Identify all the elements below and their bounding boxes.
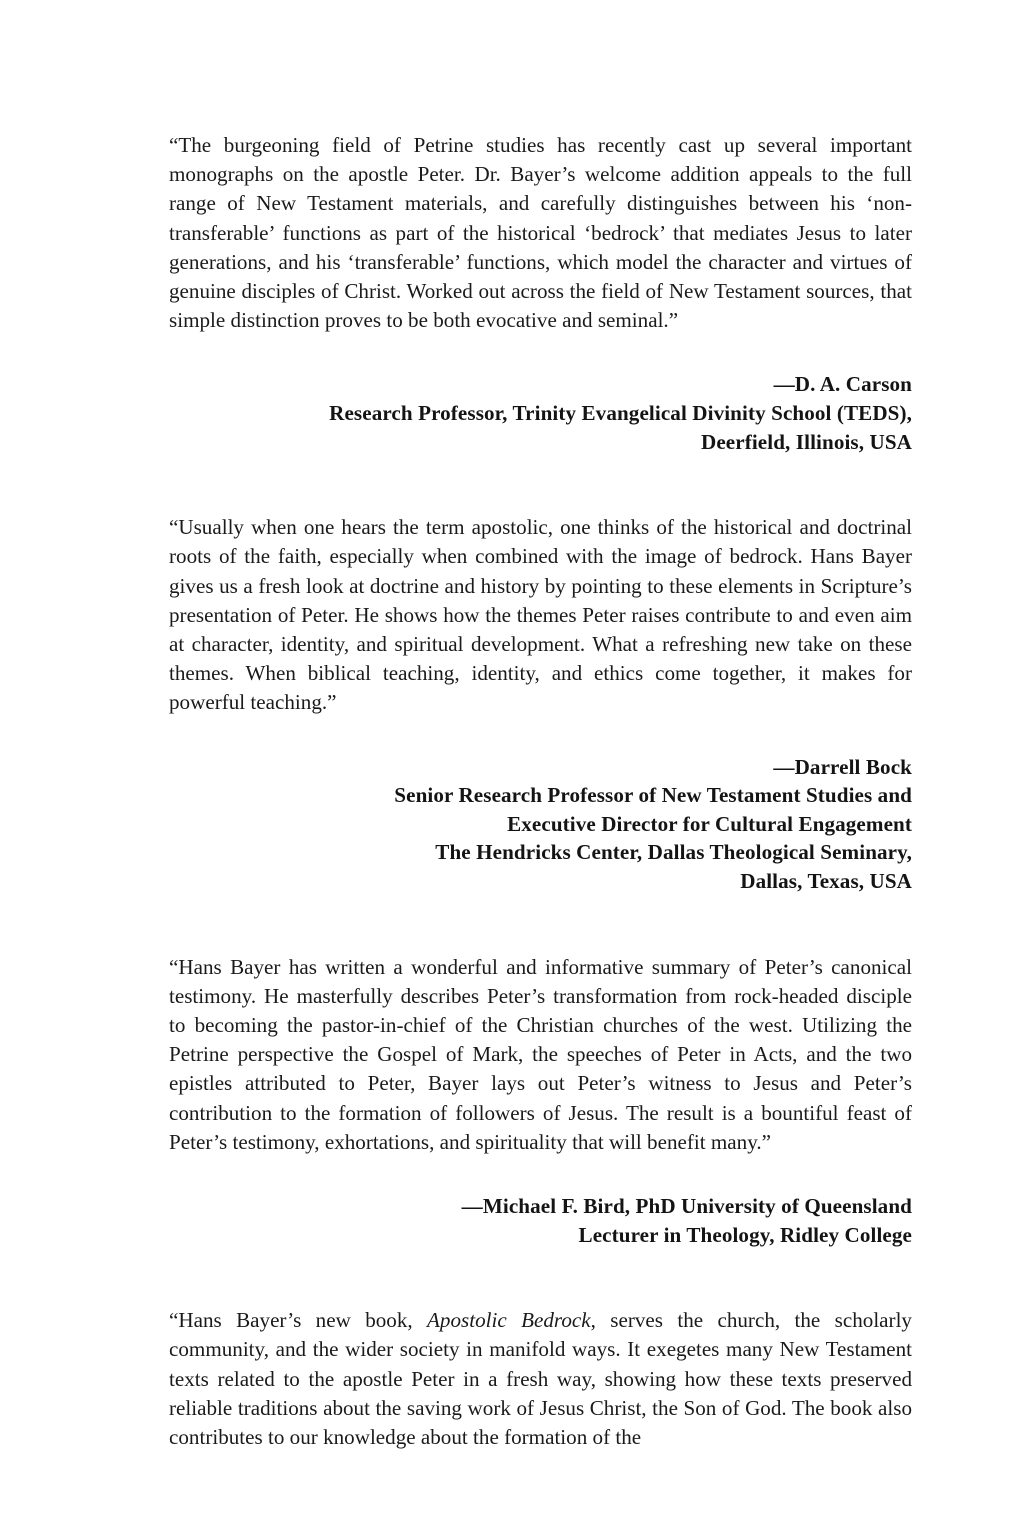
attribution-line-title-2: Executive Director for Cultural Engagement <box>507 811 912 836</box>
attribution-line-name: —Darrell Bock <box>773 754 912 779</box>
attribution-line-name: —D. A. Carson <box>773 372 912 397</box>
spacer <box>169 1249 912 1306</box>
attribution-line-name: —Michael F. Bird, PhD University of Queensland <box>461 1194 912 1219</box>
spacer <box>169 335 912 370</box>
spacer <box>169 456 912 513</box>
endorsement-attribution <box>169 753 912 896</box>
quote-text-before-title: “Hans Bayer’s new book, <box>169 1308 428 1333</box>
endorsements-text-block <box>169 131 912 1452</box>
attribution-line-title: Research Professor, Trinity Evangelical Divinity School (TEDS), <box>329 401 912 426</box>
endorsement-quote: “Hans Bayer has written a wonderful and informative summary of Peter’s canonical testimony. He masterfully describes Peter’s transformation from rock-headed disciple to becoming the pastor-in-chief of the Christian churches of the west. Utilizing the Petrine perspective the Gospel of Mark, the speeches of Peter in Acts, and the two epistles attributed to Peter, Bayer lays out Peter’s witness to Jesus and Peter’s contribution to the formation of followers of Jesus. The result is a bountiful feast of Peter’s testimony, exhortations, and spirituality that will benefit many.” <box>169 954 912 1154</box>
endorsement-quote: “The burgeoning field of Petrine studies has recently cast up several important monographs on the apostle Peter. Dr. Bayer’s welcome addition appeals to the full range of New Testament materials, and carefully distinguishes between his ‘non-transferable’ functions as part of the historical ‘bedrock’ that mediates Jesus to later generations, and his ‘transferable’ functions, which model the character and virtues of genuine disciples of Christ. Worked out across the field of New Testament sources, that simple distinction proves to be both evocative and seminal.” <box>169 133 912 333</box>
endorsement-quote: “Usually when one hears the term apostolic, one thinks of the historical and doctrinal roots of the faith, especially when combined with the image of bedrock. Hans Bayer gives us a fresh look at doctrine and history by pointing to these elements in Scripture’s presentation of Peter. He shows how the themes Peter raises contribute to and even aim at character, identity, and spiritual development. What a refreshing new take on these themes. When biblical teaching, identity, and ethics come together, it makes for powerful teaching.” <box>169 515 912 715</box>
attribution-line-location: Dallas, Texas, USA <box>740 869 912 893</box>
spacer <box>169 718 912 753</box>
attribution-line-institution: The Hendricks Center, Dallas Theological Seminary, <box>435 840 912 865</box>
endorsement-quote <box>169 1306 912 1452</box>
attribution-line-title: Senior Research Professor of New Testament Studies and <box>394 783 912 808</box>
endorsement-attribution <box>169 370 912 456</box>
endorsement-attribution <box>169 1192 912 1249</box>
quote-text-after-title: , serves the church, the scholarly community, and the wider society in manifold ways. It exegetes many New Testament texts related to the apostle Peter in a fresh way, showing how these texts preserved reliable traditions about the saving work of Jesus Christ, the Son of God. The book also contributes to our knowledge about the formation of the <box>169 1308 912 1450</box>
book-title-italic: Apostolic Bedrock <box>427 1308 591 1333</box>
spacer <box>169 1157 912 1192</box>
spacer <box>169 896 912 953</box>
attribution-line-location: Deerfield, Illinois, USA <box>701 429 912 454</box>
attribution-line-title: Lecturer in Theology, Ridley College <box>578 1222 912 1247</box>
